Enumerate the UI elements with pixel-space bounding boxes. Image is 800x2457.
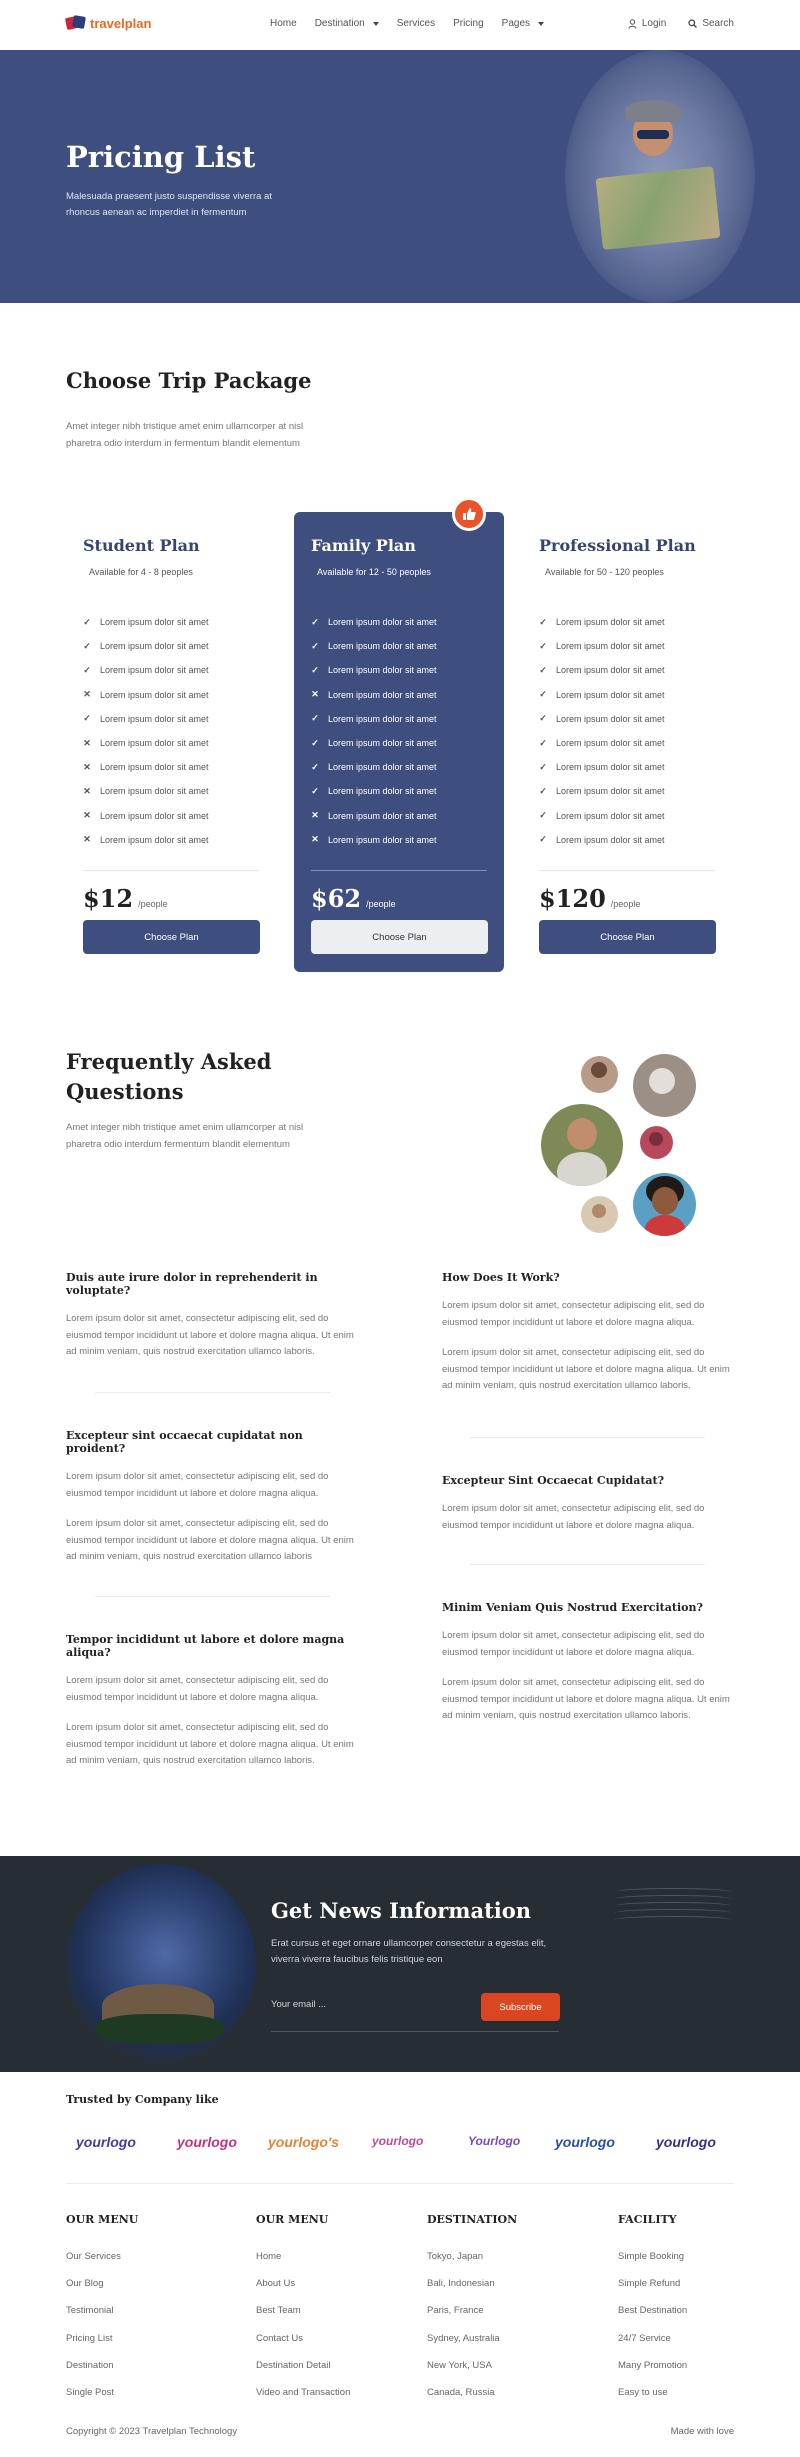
divider (66, 2183, 734, 2184)
divider (470, 1437, 705, 1438)
check-icon: ✓ (311, 640, 319, 651)
cross-icon: ✕ (83, 834, 91, 845)
hero-banner (0, 50, 800, 303)
faq-question: Tempor incididunt ut labore et dolore magna aliqua? (66, 1633, 345, 1659)
plan-feature (83, 755, 209, 779)
plan-feature (83, 634, 209, 658)
cross-icon: ✕ (83, 737, 91, 748)
footer-column (618, 2213, 687, 2406)
plan-feature (539, 634, 665, 658)
check-icon: ✓ (539, 761, 547, 772)
check-icon: ✓ (539, 737, 547, 748)
plan-feature-label: Lorem ipsum dolor sit amet (556, 617, 665, 628)
plan-card-professional (522, 512, 732, 972)
check-icon: ✓ (539, 834, 547, 845)
plan-price-unit: /people (366, 899, 396, 909)
main-nav (270, 18, 562, 29)
plan-card-family (294, 512, 504, 972)
email-underline (271, 2031, 559, 2032)
plan-price: $12 (83, 884, 134, 913)
traveler-avatar (541, 1104, 623, 1186)
search-link[interactable] (688, 18, 734, 29)
plan-feature (311, 610, 437, 634)
user-icon (628, 19, 637, 29)
footer-link[interactable]: Simple Booking (618, 2251, 685, 2262)
footer-heading: DESTINATION (427, 2213, 518, 2226)
search-icon (688, 19, 697, 28)
plan-feature-label: Lorem ipsum dolor sit amet (100, 617, 209, 628)
login-label: Login (641, 18, 667, 29)
footer-link[interactable]: Pricing List (66, 2332, 113, 2344)
divider (95, 1596, 330, 1597)
plan-feature-label: Lorem ipsum dolor sit amet (100, 786, 209, 797)
plan-feature-label: Lorem ipsum dolor sit amet (556, 762, 665, 773)
plan-feature-list (539, 610, 665, 852)
plan-feature (83, 610, 209, 634)
copyright: Copyright © 2023 Travelplan Technology (66, 2426, 238, 2437)
faq-item[interactable] (66, 1429, 356, 1580)
plan-feature-label: Lorem ipsum dolor sit amet (328, 713, 437, 724)
footer-link[interactable]: Best Team (256, 2305, 301, 2317)
faq-answer: Lorem ipsum dolor sit amet, consectetur adipiscing elit, sed do eiusmod tempor incididunt ut labore et dolore magna aliqua. Ut enim ad minim veniam, quis nostrud exercitation ullamco laboris. (66, 1722, 354, 1766)
plan-feature-label: Lorem ipsum dolor sit amet (556, 641, 665, 652)
check-icon: ✓ (539, 810, 547, 821)
plan-feature (539, 610, 665, 634)
divider (470, 1564, 705, 1565)
traveler-avatar (581, 1196, 618, 1233)
plan-feature (539, 731, 665, 755)
faq-subtitle: Amet integer nibh tristique amet enim ullamcorper at nisl pharetra odio interdum fermentum blandit elementum (66, 1122, 304, 1150)
footer-link[interactable]: Bali, Indonesian (427, 2278, 495, 2290)
faq-question: Excepteur sint occaecat cupidatat non proident? (66, 1429, 303, 1455)
partner-logo: yourlogo (76, 2134, 136, 2150)
logo-text: travelplan (90, 15, 152, 31)
plan-feature (539, 755, 665, 779)
choose-plan-button[interactable]: Choose Plan (539, 920, 716, 954)
faq-item[interactable] (442, 1271, 732, 1409)
check-icon: ✓ (311, 664, 319, 675)
plan-feature-label: Lorem ipsum dolor sit amet (556, 689, 665, 700)
plan-feature-label: Lorem ipsum dolor sit amet (100, 738, 209, 749)
plan-feature (83, 804, 209, 828)
nav-destination-label: Destination (314, 18, 365, 29)
footer-link[interactable]: Easy to use (618, 2386, 668, 2398)
plan-feature-label: Lorem ipsum dolor sit amet (100, 641, 209, 652)
nav-services[interactable] (397, 18, 435, 29)
plan-feature (539, 828, 665, 852)
plan-feature (83, 658, 209, 682)
faq-answer: Lorem ipsum dolor sit amet, consectetur adipiscing elit, sed do eiusmod tempor incididunt ut labore et dolore magna aliqua. Ut enim ad minim veniam, quis nostrud exercitation ullamco laboris (66, 1518, 354, 1562)
site-header (0, 0, 800, 50)
traveler-avatar (633, 1054, 696, 1117)
divider (311, 870, 487, 871)
faq-question: How Does It Work? (442, 1271, 560, 1284)
faq-item[interactable] (442, 1474, 732, 1548)
plan-feature-label: Lorem ipsum dolor sit amet (556, 713, 665, 724)
footer-link[interactable]: About Us (256, 2278, 296, 2290)
divider (539, 870, 715, 871)
cross-icon: ✕ (83, 689, 91, 700)
footer-link[interactable]: Video and Transaction (256, 2386, 351, 2398)
traveler-avatar (581, 1056, 618, 1093)
partner-logo: yourlogo (177, 2134, 237, 2150)
plan-feature-label: Lorem ipsum dolor sit amet (328, 665, 437, 676)
partner-logo: yourlogo (656, 2134, 716, 2150)
plan-feature (539, 804, 665, 828)
plan-feature-label: Lorem ipsum dolor sit amet (328, 786, 437, 797)
faq-item[interactable] (66, 1271, 356, 1375)
plan-feature (83, 707, 209, 731)
plan-feature (311, 707, 437, 731)
footer-link[interactable]: Many Promotion (618, 2359, 688, 2371)
footer-link[interactable]: Canada, Russia (427, 2386, 495, 2398)
faq-answer: Lorem ipsum dolor sit amet, consectetur adipiscing elit, sed do eiusmod tempor incididunt ut labore et dolore magna aliqua. (66, 1471, 329, 1499)
plan-feature (311, 658, 437, 682)
nav-pages-label: Pages (501, 18, 531, 29)
check-icon: ✓ (539, 785, 547, 796)
plan-feature-list (311, 610, 437, 852)
cross-icon: ✕ (311, 689, 319, 700)
plan-feature (83, 683, 209, 707)
nav-home-label: Home (270, 18, 297, 29)
plan-feature-list (83, 610, 209, 852)
footer-link[interactable]: Destination (66, 2359, 114, 2371)
cross-icon: ✕ (83, 785, 91, 796)
choose-plan-button[interactable]: Choose Plan (311, 920, 488, 954)
plan-feature (539, 707, 665, 731)
check-icon: ✓ (83, 616, 91, 627)
check-icon: ✓ (83, 640, 91, 651)
check-icon: ✓ (83, 664, 91, 675)
plan-feature (311, 634, 437, 658)
footer-link[interactable]: Sydney, Australia (427, 2332, 500, 2344)
plan-feature (311, 755, 437, 779)
footer-link[interactable]: Paris, France (427, 2305, 484, 2317)
partner-logo: yourlogo (372, 2134, 424, 2148)
plan-availability: Available for 4 - 8 peoples (89, 567, 193, 577)
nav-pricing[interactable] (453, 18, 484, 29)
cross-icon: ✕ (83, 761, 91, 772)
footer-column (66, 2213, 138, 2406)
partner-logo: Yourlogo (468, 2134, 521, 2148)
logo-icon (66, 15, 86, 31)
check-icon: ✓ (539, 640, 547, 651)
faq-answer: Lorem ipsum dolor sit amet, consectetur adipiscing elit, sed do eiusmod tempor incididunt ut labore et dolore magna aliqua. Ut enim ad minim veniam, quis nostrud exercitation ullamco laboris. (66, 1313, 354, 1357)
footer-link[interactable]: Our Blog (66, 2278, 104, 2290)
newsletter-section (0, 1856, 800, 2072)
cross-icon: ✕ (83, 810, 91, 821)
divider (83, 870, 259, 871)
search-label: Search (702, 18, 734, 29)
plan-feature-label: Lorem ipsum dolor sit amet (328, 689, 437, 700)
plan-price: $120 (539, 884, 606, 913)
made-with-love: Made with love (670, 2426, 734, 2437)
plan-availability: Available for 50 - 120 peoples (545, 567, 664, 577)
plan-availability: Available for 12 - 50 peoples (317, 567, 431, 577)
footer-column (427, 2213, 517, 2406)
plan-feature (539, 683, 665, 707)
plan-feature-label: Lorem ipsum dolor sit amet (100, 810, 209, 821)
cross-icon: ✕ (311, 810, 319, 821)
plan-feature-label: Lorem ipsum dolor sit amet (100, 665, 209, 676)
footer-heading: OUR MENU (66, 2213, 139, 2226)
plan-feature-label: Lorem ipsum dolor sit amet (328, 738, 437, 749)
faq-question: Minim Veniam Quis Nostrud Exercitation? (442, 1601, 703, 1614)
plan-feature (311, 683, 437, 707)
plan-price-unit: /people (138, 899, 168, 909)
footer-link[interactable]: Our Services (66, 2251, 121, 2262)
faq-answer: Lorem ipsum dolor sit amet, consectetur adipiscing elit, sed do eiusmod tempor incididunt ut labore et dolore magna aliqua. (442, 1503, 705, 1531)
faq-answer: Lorem ipsum dolor sit amet, consectetur adipiscing elit, sed do eiusmod tempor incididunt ut labore et dolore magna aliqua. (66, 1675, 329, 1703)
check-icon: ✓ (311, 616, 319, 627)
packages-subtitle: Amet integer nibh tristique amet enim ullamcorper at nisl pharetra odio interdum in fermentum blandit elementum (66, 421, 304, 449)
plan-feature-label: Lorem ipsum dolor sit amet (328, 762, 437, 773)
plan-feature (83, 828, 209, 852)
faq-title: Frequently Asked Questions (66, 1049, 272, 1104)
plan-feature (311, 804, 437, 828)
login-link[interactable] (628, 18, 666, 29)
plan-feature (83, 731, 209, 755)
footer-link[interactable]: Contact Us (256, 2332, 303, 2344)
faq-answer: Lorem ipsum dolor sit amet, consectetur adipiscing elit, sed do eiusmod tempor incididunt ut labore et dolore magna aliqua. Ut enim ad minim veniam, quis nostrud exercitation ullamco laboris. (442, 1347, 730, 1391)
plan-price: $62 (311, 884, 362, 913)
plan-feature (311, 731, 437, 755)
footer-heading: OUR MENU (256, 2213, 329, 2226)
hero-subtitle: Malesuada praesent justo suspendisse viverra at rhoncus aenean ac imperdiet in fermentum (66, 191, 272, 218)
footer-link[interactable]: 24/7 Service (618, 2332, 671, 2344)
plan-feature-label: Lorem ipsum dolor sit amet (556, 834, 665, 845)
chevron-down-icon (538, 22, 544, 26)
footer-link[interactable]: Home (256, 2251, 282, 2262)
check-icon: ✓ (311, 737, 319, 748)
plan-feature (311, 779, 437, 803)
footer-link[interactable]: Simple Refund (618, 2278, 681, 2290)
faq-answer: Lorem ipsum dolor sit amet, consectetur adipiscing elit, sed do eiusmod tempor incididunt ut labore et dolore magna aliqua. Ut enim ad minim veniam, quis nostrud exercitation ullamco laboris. (442, 1677, 730, 1721)
plan-feature (83, 779, 209, 803)
trusted-title: Trusted by Company like (66, 2093, 219, 2106)
faq-answer: Lorem ipsum dolor sit amet, consectetur adipiscing elit, sed do eiusmod tempor incididunt ut labore et dolore magna aliqua. (442, 1300, 705, 1328)
traveler-avatar (640, 1126, 673, 1159)
plan-price-unit: /people (610, 899, 641, 909)
footer-link[interactable]: Destination Detail (256, 2359, 331, 2371)
check-icon: ✓ (311, 785, 319, 796)
traveler-avatar (633, 1173, 696, 1236)
plan-feature-label: Lorem ipsum dolor sit amet (328, 834, 437, 845)
check-icon: ✓ (311, 713, 319, 724)
plan-feature-label: Lorem ipsum dolor sit amet (328, 810, 437, 821)
newsletter-title: Get News Information (271, 1898, 532, 1923)
page-title: Pricing List (66, 140, 256, 174)
partner-logo: yourlogo's (268, 2134, 339, 2150)
footer-link[interactable]: Testimonial (66, 2305, 114, 2317)
newsletter-subtitle: Erat cursus et eget ornare ullamcorper consectetur a egestas elit, viverra viverra faucibus felis tristique eon (271, 1938, 547, 1965)
plan-feature-label: Lorem ipsum dolor sit amet (100, 689, 209, 700)
plan-feature (539, 658, 665, 682)
check-icon: ✓ (539, 664, 547, 675)
plan-feature (539, 779, 665, 803)
subscribe-button[interactable]: Subscribe (481, 1993, 560, 2021)
divider (95, 1392, 330, 1393)
nav-services-label: Services (396, 18, 436, 29)
plan-feature-label: Lorem ipsum dolor sit amet (556, 810, 665, 821)
footer-heading: FACILITY (618, 2213, 677, 2226)
postmark-wave-icon (614, 1888, 732, 1924)
partner-logo: yourlogo (555, 2134, 615, 2150)
nav-pages[interactable] (502, 18, 544, 29)
plan-feature-label: Lorem ipsum dolor sit amet (556, 665, 665, 676)
cross-icon: ✕ (311, 834, 319, 845)
chevron-down-icon (373, 22, 379, 26)
plan-feature-label: Lorem ipsum dolor sit amet (100, 762, 209, 773)
check-icon: ✓ (83, 713, 91, 724)
faq-question: Duis aute irure dolor in reprehenderit in voluptate? (66, 1271, 318, 1297)
plan-feature-label: Lorem ipsum dolor sit amet (328, 617, 437, 628)
star-trail-image (66, 1864, 256, 2064)
plan-feature-label: Lorem ipsum dolor sit amet (100, 713, 209, 724)
check-icon: ✓ (539, 689, 547, 700)
plan-card-student (66, 512, 276, 972)
check-icon: ✓ (311, 761, 319, 772)
plan-name: Student Plan (83, 536, 200, 555)
footer-column (256, 2213, 350, 2406)
nav-destination[interactable] (315, 18, 379, 29)
faq-item[interactable] (66, 1633, 356, 1784)
plan-feature-label: Lorem ipsum dolor sit amet (100, 834, 209, 845)
packages-title: Choose Trip Package (66, 368, 312, 393)
check-icon: ✓ (539, 616, 547, 627)
plan-name: Professional Plan (539, 536, 696, 555)
plan-feature (311, 828, 437, 852)
footer-link[interactable]: New York, USA (427, 2359, 492, 2371)
faq-item[interactable] (442, 1601, 732, 1739)
footer-link[interactable]: Single Post (66, 2386, 115, 2398)
hero-traveler-image (565, 50, 755, 303)
check-icon: ✓ (539, 713, 547, 724)
nav-pricing-label: Pricing (453, 18, 484, 29)
faq-answer: Lorem ipsum dolor sit amet, consectetur adipiscing elit, sed do eiusmod tempor incididunt ut labore et dolore magna aliqua. (442, 1630, 705, 1658)
site-logo[interactable] (66, 15, 151, 31)
plan-feature-label: Lorem ipsum dolor sit amet (556, 786, 665, 797)
plan-feature-label: Lorem ipsum dolor sit amet (556, 738, 665, 749)
footer-link[interactable]: Best Destination (618, 2305, 688, 2317)
email-field[interactable] (271, 1999, 459, 2010)
faq-question: Excepteur Sint Occaecat Cupidatat? (442, 1474, 665, 1487)
plan-feature-label: Lorem ipsum dolor sit amet (328, 641, 437, 652)
footer-link[interactable]: Tokyo, Japan (427, 2251, 483, 2262)
choose-plan-button[interactable]: Choose Plan (83, 920, 260, 954)
plan-name: Family Plan (311, 536, 416, 555)
thumbs-up-icon (452, 497, 486, 531)
nav-home[interactable] (270, 18, 297, 29)
